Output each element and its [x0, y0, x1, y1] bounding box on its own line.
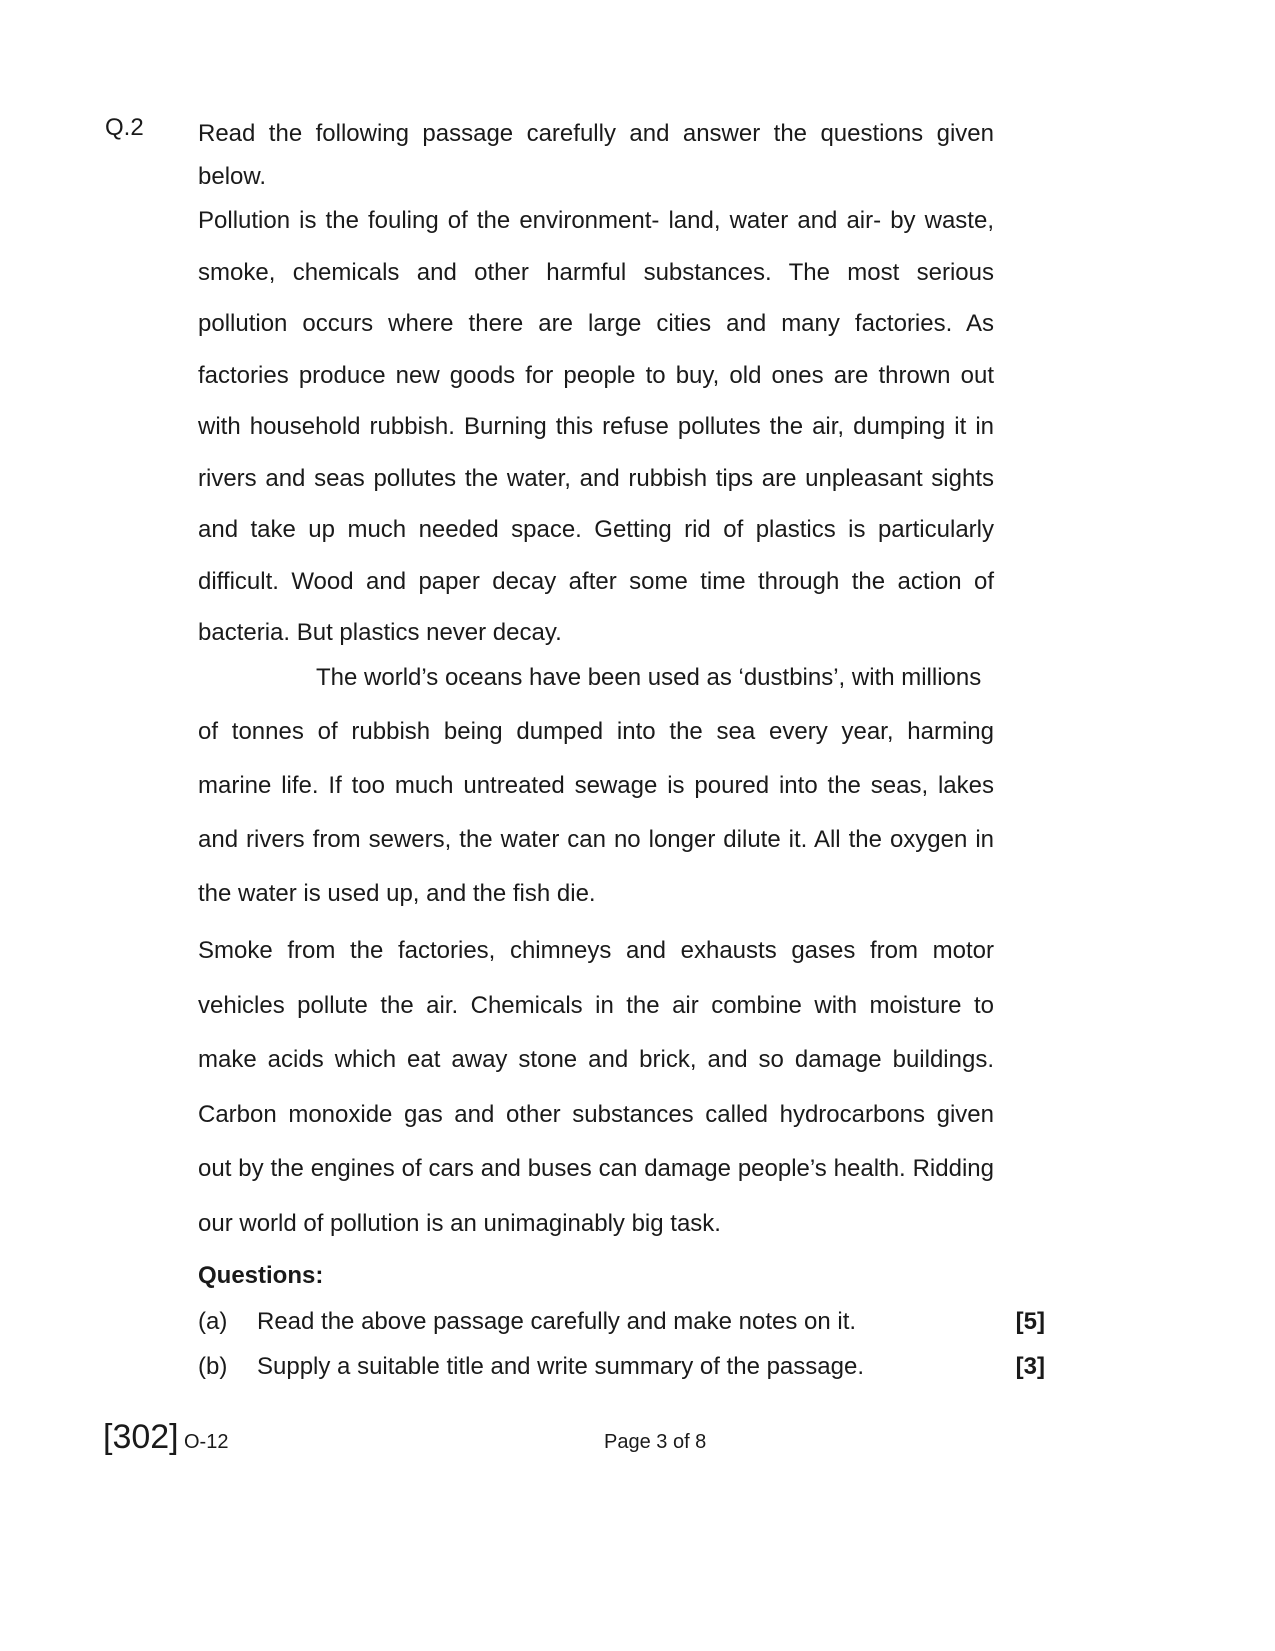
- passage-paragraph-2-rest: of tonnes of rubbish being dumped into the sea every year, harming marine life. If too much untreated sewage is poured into the seas, lakes and rivers from sewers, the water can no longer dilute it. All the oxygen in the water is used up, and the fish die.: [198, 718, 994, 907]
- question-item-text: Read the above passage carefully and make notes on it.: [257, 1308, 857, 1335]
- passage-paragraph-2-first-line: The world’s oceans have been used as ‘dustbins’, with millions: [316, 664, 982, 691]
- question-item-label: (b): [198, 1353, 228, 1380]
- question-item-marks: [5]: [1015, 1308, 1045, 1335]
- question-number: Q.2: [105, 114, 144, 141]
- passage-paragraph-1: Pollution is the fouling of the environment- land, water and air- by waste, smoke, chemicals and other harmful substances. The most serious pollution occurs where there are large cities and many factories. As factories produce new goods for people to buy, old ones are thrown out with household rubbish. Burning this refuse pollutes the air, dumping it in rivers and seas pollutes the water, and rubbish tips are unpleasant sights and take up much needed space. Getting rid of plastics is particularly difficult. Wood and paper decay after some time through the action of bacteria. But plastics never decay.: [198, 207, 994, 646]
- page-number: Page 3 of 8: [604, 1431, 707, 1453]
- paper-subcode: O-12: [184, 1431, 229, 1453]
- passage-paragraph-3: Smoke from the factories, chimneys and exhausts gases from motor vehicles pollute the air. Chemicals in the air combine with moisture to make acids which eat away stone and brick, and so damage buildings. Carbon monoxide gas and other substances called hydrocarbons given out by the engines of cars and buses can damage people’s health. Ridding our world of pollution is an unimaginably big task.: [198, 937, 994, 1237]
- question-item-label: (a): [198, 1308, 228, 1335]
- question-item-text: Supply a suitable title and write summary of the passage.: [257, 1353, 864, 1380]
- question-item-marks: [3]: [1015, 1353, 1045, 1380]
- questions-heading: Questions:: [198, 1262, 324, 1289]
- paper-code: [302]: [103, 1418, 179, 1456]
- question-instruction: Read the following passage carefully and answer the questions given below.: [198, 120, 994, 190]
- question-item: [198, 1308, 1058, 1338]
- question-item: [198, 1353, 1058, 1383]
- passage-paragraph-2: [198, 651, 994, 921]
